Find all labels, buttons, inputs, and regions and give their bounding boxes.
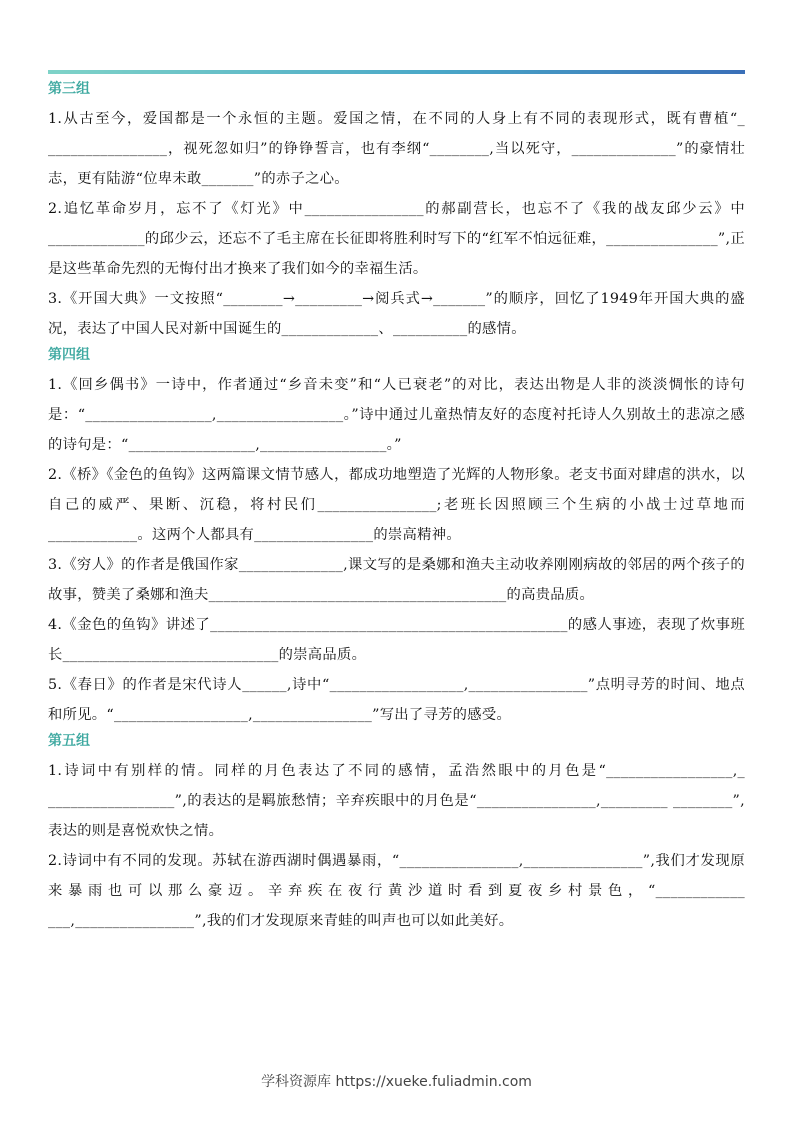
question-item: 1.从古至今，爱国都是一个永恒的主题。爱国之情，在不同的人身上有不同的表现形式，既有曹植“_ ________________，视死忽如归”的铮铮誓言，也有李纲“________,当以死守，______________”的豪情壮志，更有陆游“位卑未敢_______”的赤子之心。 xyxy=(48,111,745,187)
question-item: 5.《春日》的作者是宋代诗人______,诗中“__________________,________________”点明寻芳的时间、地点和所见。“__________________,________________”写出了寻芳的感受。 xyxy=(48,677,745,723)
question-item: 2.诗词中有不同的发现。苏轼在游西湖时偶遇暴雨，“________________,________________”,我们才发现原来暴雨也可以那么豪迈。辛弃疾在夜行黄沙道时看到夏夜乡村景色，“____________ ___,________________”,我的们才发现原来青蛙的叫声也可以如此美好。 xyxy=(48,853,745,929)
question-item: 2.追忆革命岁月，忘不了《灯光》中________________的郝副营长，也忘不了《我的战友邱少云》中_____________的邱少云，还忘不了毛主席在长征即将胜利时写下的“红军不怕远征难，_______________”,正是这些革命先烈的无悔付出才换来了我们如今的幸福生活。 xyxy=(48,201,745,277)
group-title: 第五组 xyxy=(48,733,90,749)
question-item: 2.《桥》《金色的鱼钩》这两篇课文情节感人，都成功地塑造了光辉的人物形象。老支书面对肆虐的洪水，以自己的威严、果断、沉稳，将村民们________________;老班长因照顾三个生病的小战士过草地而____________。这两个人都具有________________的崇高精神。 xyxy=(48,467,745,543)
question-item: 4.《金色的鱼钩》讲述了________________________________________________的感人事迹，表现了炊事班长_____________________________的崇高品质。 xyxy=(48,617,745,663)
group-3 xyxy=(48,78,745,344)
header-divider-bar xyxy=(48,70,745,74)
group-title: 第三组 xyxy=(48,81,90,97)
question-item: 3.《开国大典》一文按照“________→_________→阅兵式→_______”的顺序，回忆了1949年开国大典的盛况，表达了中国人民对新中国诞生的_____________、__________的感情。 xyxy=(48,291,745,337)
footer-source: 学科资源库 https://xueke.fuliadmin.com xyxy=(261,1074,532,1090)
worksheet-content xyxy=(48,78,745,936)
question-item: 3.《穷人》的作者是俄国作家______________,课文写的是桑娜和渔夫主动收养刚刚病故的邻居的两个孩子的故事，赞美了桑娜和渔夫________________________________________的高贵品质。 xyxy=(48,557,745,603)
question-item: 1.诗词中有别样的情。同样的月色表达了不同的感情，孟浩然眼中的月色是“_________________,_ _________________”,的表达的是羁旅愁情；辛弃疾眼中的月色是“________________,_________ ________”,表达的则是喜悦欢快之情。 xyxy=(48,763,745,839)
group-5 xyxy=(48,730,745,936)
group-4 xyxy=(48,344,745,730)
question-item: 1.《回乡偶书》一诗中，作者通过“乡音未变”和“人已衰老”的对比，表达出物是人非的淡淡惆怅的诗句是：“_________________,_________________。”诗中通过儿童热情友好的态度衬托诗人久别故土的悲凉之感的诗句是：“_________________,_________________。” xyxy=(48,377,745,453)
group-title: 第四组 xyxy=(48,347,90,363)
